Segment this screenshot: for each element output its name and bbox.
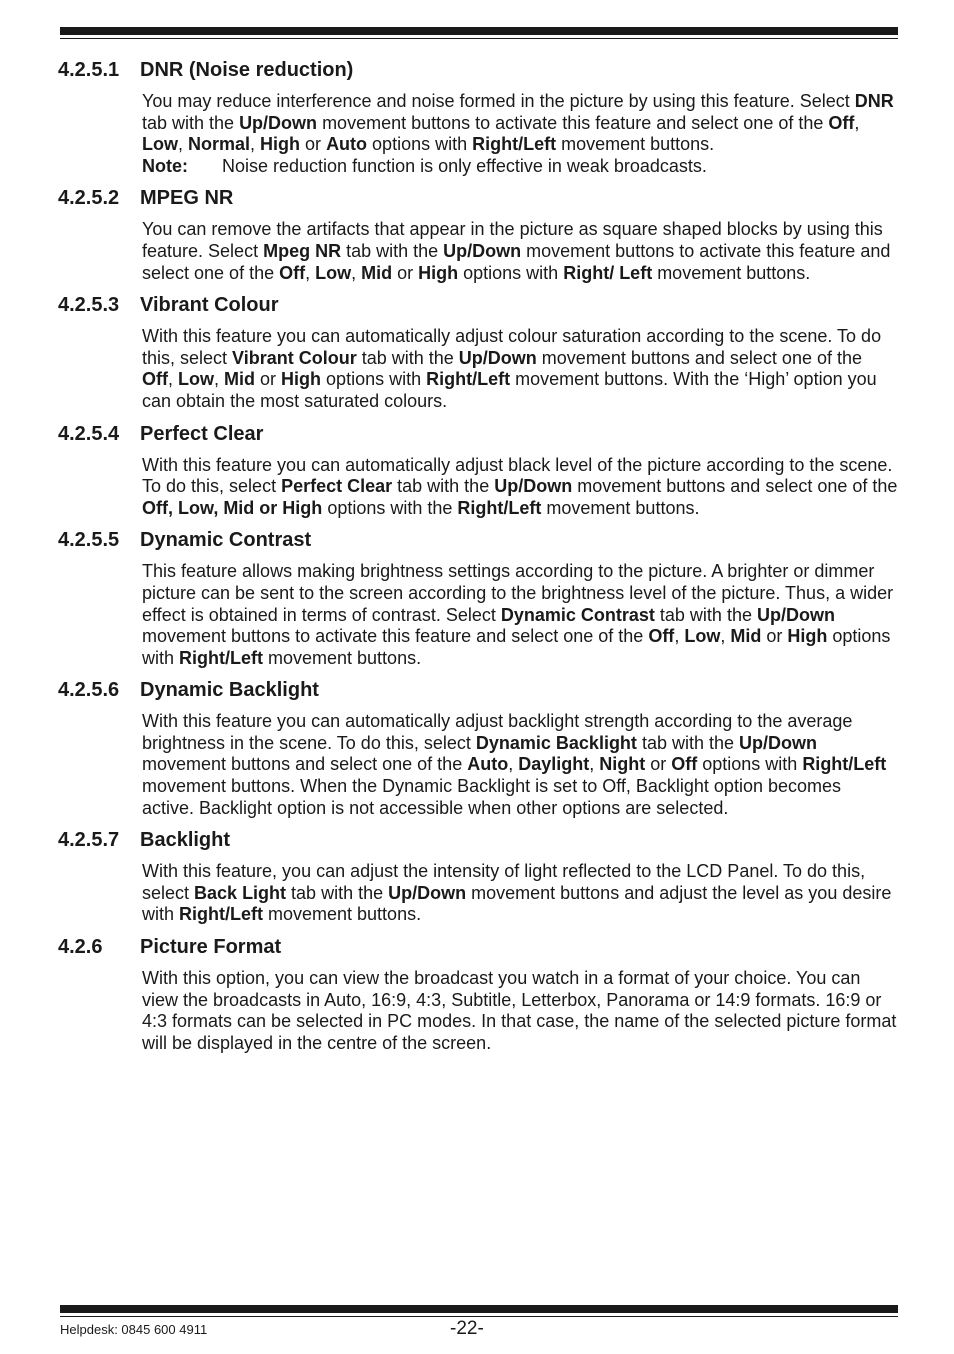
body-text: options with — [697, 754, 803, 775]
section-body — [142, 219, 898, 284]
section-title: Vibrant Colour — [140, 294, 279, 317]
body-text: movement buttons and select one of the — [536, 347, 863, 368]
body-text: , — [589, 754, 600, 775]
section-title: DNR (Noise reduction) — [140, 59, 354, 81]
bold-term: Up/Down — [239, 112, 318, 133]
body-text: movement buttons. — [541, 497, 700, 518]
footer-rule-thick — [60, 1305, 898, 1313]
section-number: 4.2.5.7 — [58, 829, 120, 852]
body-text: , — [214, 369, 225, 390]
section — [58, 293, 898, 412]
section-heading — [58, 186, 898, 210]
bold-term: Right/ Left — [563, 262, 653, 283]
bold-term: Mpeg NR — [263, 240, 342, 261]
section-body — [142, 91, 898, 177]
bold-term: Auto — [467, 754, 509, 775]
body-text: tab with the — [392, 476, 495, 497]
body-text: tab with the — [341, 240, 444, 261]
bold-term: Normal — [188, 134, 251, 155]
body-text: or — [645, 754, 672, 775]
body-text: , — [720, 626, 731, 647]
body-text: movement buttons to activate this feature and select one of the — [142, 626, 649, 647]
bold-term: Right/Left — [472, 134, 557, 155]
section-body — [142, 326, 898, 412]
body-text: movement buttons and select one of the — [572, 476, 898, 497]
body-text: , — [508, 754, 519, 775]
body-text: options with — [458, 262, 564, 283]
section — [58, 828, 898, 926]
section — [58, 422, 898, 520]
bold-term: Up/Down — [388, 882, 467, 903]
bold-term: High — [418, 262, 459, 283]
helpdesk-text: Helpdesk: 0845 600 4911 — [60, 1322, 208, 1337]
bold-term: Mid — [730, 626, 762, 647]
section-heading — [58, 58, 898, 82]
bold-term: Off — [648, 626, 675, 647]
bold-term: Daylight — [518, 754, 590, 775]
bold-term: Up/Down — [443, 240, 522, 261]
body-text: , — [854, 112, 860, 133]
body-text: With this option, you can view the broadcast you watch in a format of your choice. You can view the broadcasts in Auto, 16:9, 4:3, Subtitle, Letterbox, Panorama or 14:9 formats. 16:9 or 4:3 formats can be selected in PC modes. In that case, the name of the selected picture format will be displayed in the centre of the screen. — [142, 968, 897, 1053]
section-heading — [58, 422, 898, 446]
section-heading — [58, 935, 898, 959]
bold-term: Off — [279, 262, 306, 283]
bold-term: Low — [684, 626, 721, 647]
body-text: tab with the — [356, 347, 459, 368]
body-text: options with — [367, 134, 473, 155]
body-text: movement buttons. — [263, 647, 422, 668]
header-rule-thin — [60, 38, 898, 39]
section-body — [142, 711, 898, 819]
body-text: movement buttons and adjust the level as you desire with — [142, 882, 892, 925]
section-title: Dynamic Contrast — [140, 529, 312, 552]
section-number: 4.2.5.6 — [58, 679, 120, 702]
bold-term: Auto — [326, 134, 368, 155]
section — [58, 935, 898, 1054]
note — [142, 156, 898, 178]
bold-term: Up/Down — [494, 476, 573, 497]
bold-term: DNR — [854, 91, 894, 111]
section-body — [142, 561, 898, 669]
bold-term: Low — [142, 134, 178, 155]
body-text: With this feature you can automatically adjust black level of the picture according to the scene. To do this, select — [142, 454, 893, 497]
body-text: With this feature, you can adjust the intensity of light reflected to the LCD Panel. To do this, select — [142, 861, 866, 903]
body-text: , — [168, 369, 179, 390]
section — [58, 58, 898, 177]
header-rule-thick — [60, 27, 898, 35]
section-body — [142, 455, 898, 520]
bold-term: Off — [142, 369, 168, 390]
bold-term: Low — [315, 262, 352, 283]
body-text: movement buttons. When the Dynamic Backlight is set to Off, Backlight option becomes active. Backlight option is not accessible when other options are selected. — [142, 776, 842, 818]
body-text: , — [178, 134, 189, 155]
bold-term: Perfect Clear — [281, 476, 393, 497]
body-text: movement buttons and select one of the — [142, 754, 468, 775]
bold-term: Up/Down — [458, 347, 537, 368]
body-text: options with — [321, 369, 427, 390]
body-text: You may reduce interference and noise formed in the picture by using this feature. Select — [142, 91, 855, 111]
section-title: Picture Format — [140, 936, 282, 959]
note-label: Note: — [142, 155, 188, 176]
section-number: 4.2.5.3 — [58, 294, 120, 317]
section — [58, 186, 898, 284]
bold-term: Mid — [224, 369, 256, 390]
bold-term: Right/Left — [802, 754, 887, 775]
body-text: tab with the — [654, 604, 757, 625]
section-heading — [58, 828, 898, 852]
section — [58, 528, 898, 669]
note-text: Noise reduction function is only effective in weak broadcasts. — [222, 155, 707, 176]
bold-term: Off — [671, 754, 698, 775]
page-number: -22- — [450, 1318, 484, 1339]
section-number: 4.2.5.2 — [58, 187, 120, 210]
section-title: Backlight — [140, 829, 231, 852]
body-text: tab with the — [286, 882, 389, 903]
body-text: With this feature you can automatically adjust colour saturation according to the scene. To do this, select — [142, 326, 882, 368]
body-text: tab with the — [636, 732, 739, 753]
body-text: movement buttons to activate this feature and select one of the — [317, 112, 829, 133]
bold-term: Dynamic Contrast — [500, 604, 655, 625]
body-text: or — [300, 134, 327, 155]
body-text: movement buttons. — [652, 262, 811, 283]
body-text: options with — [142, 626, 891, 668]
section-heading — [58, 528, 898, 552]
bold-term: Vibrant Colour — [232, 347, 357, 368]
section-number: 4.2.5.5 — [58, 529, 120, 552]
body-text: This feature allows making brightness settings according to the picture. A brighter or dimmer picture can be sent to the screen according to the brightness level of the picture. Thus, a wider effect is obtained in terms of contrast. Select — [142, 561, 894, 625]
body-text: or — [761, 626, 788, 647]
body-text: options with the — [322, 497, 458, 518]
body-text: With this feature you can automatically adjust backlight strength according to the average brightness in the scene. To do this, select — [142, 711, 853, 753]
bold-term: Off — [828, 112, 855, 133]
bold-term: Up/Down — [739, 732, 817, 753]
body-text: , — [250, 134, 261, 155]
bold-term: High — [281, 369, 322, 390]
body-text: movement buttons. — [263, 904, 422, 925]
body-text: movement buttons. — [556, 134, 715, 155]
body-text: , — [351, 262, 362, 283]
bold-term: Night — [599, 754, 646, 775]
body-text: movement buttons. With the ‘High’ option you can obtain the most saturated colours. — [142, 369, 877, 411]
body-text: movement buttons to activate this feature and select one of the — [142, 240, 891, 283]
bold-term: Right/Left — [457, 497, 542, 518]
body-text: or — [392, 262, 419, 283]
page-content — [58, 58, 898, 1063]
section-number: 4.2.5.1 — [58, 59, 120, 81]
section-title: Dynamic Backlight — [140, 679, 319, 702]
body-text: You can remove the artifacts that appear in the picture as square shaped blocks by using this feature. Select — [142, 219, 883, 261]
bold-term: Mid — [361, 262, 393, 283]
body-text: or — [255, 369, 282, 390]
section-title: Perfect Clear — [140, 422, 264, 445]
bold-term: Dynamic Backlight — [475, 732, 637, 753]
body-text: tab with the — [142, 112, 240, 133]
bold-term: Up/Down — [756, 604, 835, 625]
bold-term: Right/Left — [426, 369, 511, 390]
section-title: MPEG NR — [140, 187, 234, 210]
section-heading — [58, 678, 898, 702]
bold-term: High — [260, 134, 301, 155]
bold-term: Right/Left — [179, 647, 263, 668]
bold-term: Off, Low, Mid or High — [142, 497, 323, 518]
section-body — [142, 968, 898, 1054]
footer-rule-thin — [60, 1316, 898, 1317]
section-heading — [58, 293, 898, 317]
body-text: , — [674, 626, 685, 647]
section-body — [142, 861, 898, 926]
body-text: , — [305, 262, 316, 283]
bold-term: High — [787, 626, 828, 647]
bold-term: Low — [178, 369, 215, 390]
section-number: 4.2.6 — [58, 936, 103, 959]
bold-term: Back Light — [194, 882, 287, 903]
section-number: 4.2.5.4 — [58, 422, 120, 445]
section — [58, 678, 898, 819]
bold-term: Right/Left — [179, 904, 263, 925]
